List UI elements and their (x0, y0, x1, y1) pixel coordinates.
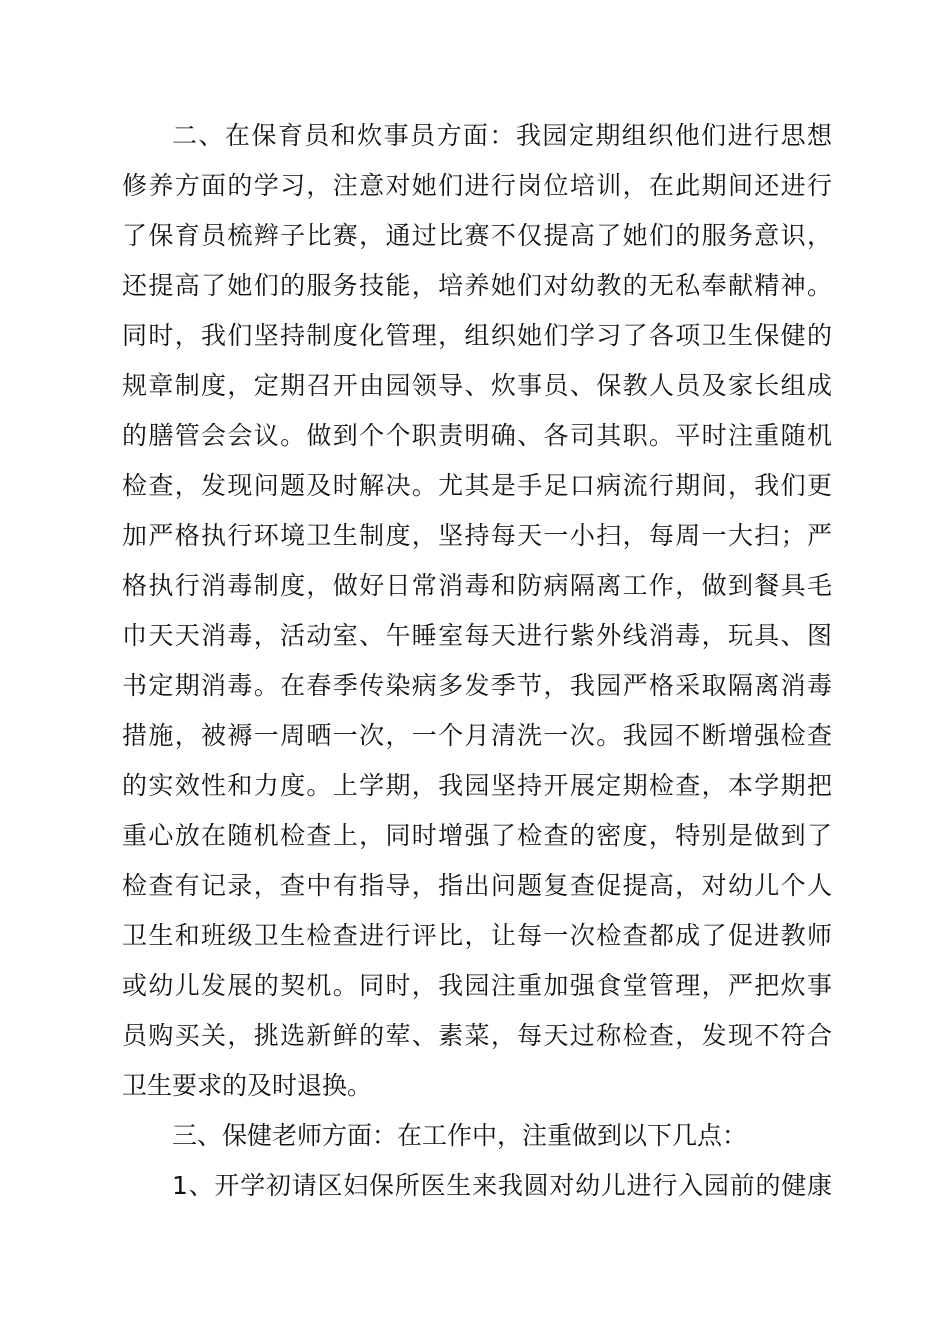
paragraph-2-line-20: 卫生要求的及时退换。 (122, 1071, 373, 1100)
paragraph-2-line-18: 或幼儿发展的契机。同时，我园注重加强食堂管理，严把炊事 (122, 971, 832, 1000)
paragraph-2-line-2: 修养方面的学习，注意对她们进行岗位培训，在此期间还进行 (122, 171, 832, 200)
paragraph-2-line-13: 措施，被褥一周晒一次，一个月清洗一次。我园不断增强检查 (122, 721, 832, 750)
list-item-1-line-1: 1、开学初请区妇保所医生来我圆对幼儿进行入园前的健康 (172, 1171, 832, 1200)
paragraph-2-line-3: 了保育员梳辫子比赛，通过比赛不仅提高了她们的服务意识， (122, 221, 832, 250)
paragraph-2-line-19: 员购买关，挑选新鲜的荤、素菜，每天过称检查，发现不符合 (122, 1021, 832, 1050)
paragraph-2-line-6: 规章制度，定期召开由园领导、炊事员、保教人员及家长组成 (122, 371, 832, 400)
paragraph-2-line-10: 格执行消毒制度，做好日常消毒和防病隔离工作，做到餐具毛 (122, 571, 832, 600)
paragraph-2-line-9: 加严格执行环境卫生制度，坚持每天一小扫，每周一大扫；严 (122, 521, 832, 550)
paragraph-2-line-17: 卫生和班级卫生检查进行评比，让每一次检查都成了促进教师 (122, 921, 832, 950)
paragraph-2-line-12: 书定期消毒。在春季传染病多发季节，我园严格采取隔离消毒 (122, 671, 832, 700)
paragraph-2-line-14: 的实效性和力度。上学期，我园坚持开展定期检查，本学期把 (122, 771, 832, 800)
paragraph-2-line-8: 检查，发现问题及时解决。尤其是手足口病流行期间，我们更 (122, 471, 832, 500)
paragraph-2-line-15: 重心放在随机检查上，同时增强了检查的密度，特别是做到了 (122, 821, 832, 850)
paragraph-2-line-11: 巾天天消毒，活动室、午睡室每天进行紫外线消毒，玩具、图 (122, 621, 832, 650)
paragraph-2-line-16: 检查有记录，查中有指导，指出问题复查促提高，对幼儿个人 (122, 871, 832, 900)
paragraph-2-line-4: 还提高了她们的服务技能，培养她们对幼教的无私奉献精神。 (122, 271, 832, 300)
paragraph-2-line-5: 同时，我们坚持制度化管理，组织她们学习了各项卫生保健的 (122, 321, 832, 350)
paragraph-2-line-7: 的膳管会会议。做到个个职责明确、各司其职。平时注重随机 (122, 421, 832, 450)
paragraph-3-heading: 三、保健老师方面：在工作中，注重做到以下几点： (172, 1121, 748, 1150)
paragraph-2-line-1: 二、在保育员和炊事员方面：我园定期组织他们进行思想 (172, 121, 832, 150)
